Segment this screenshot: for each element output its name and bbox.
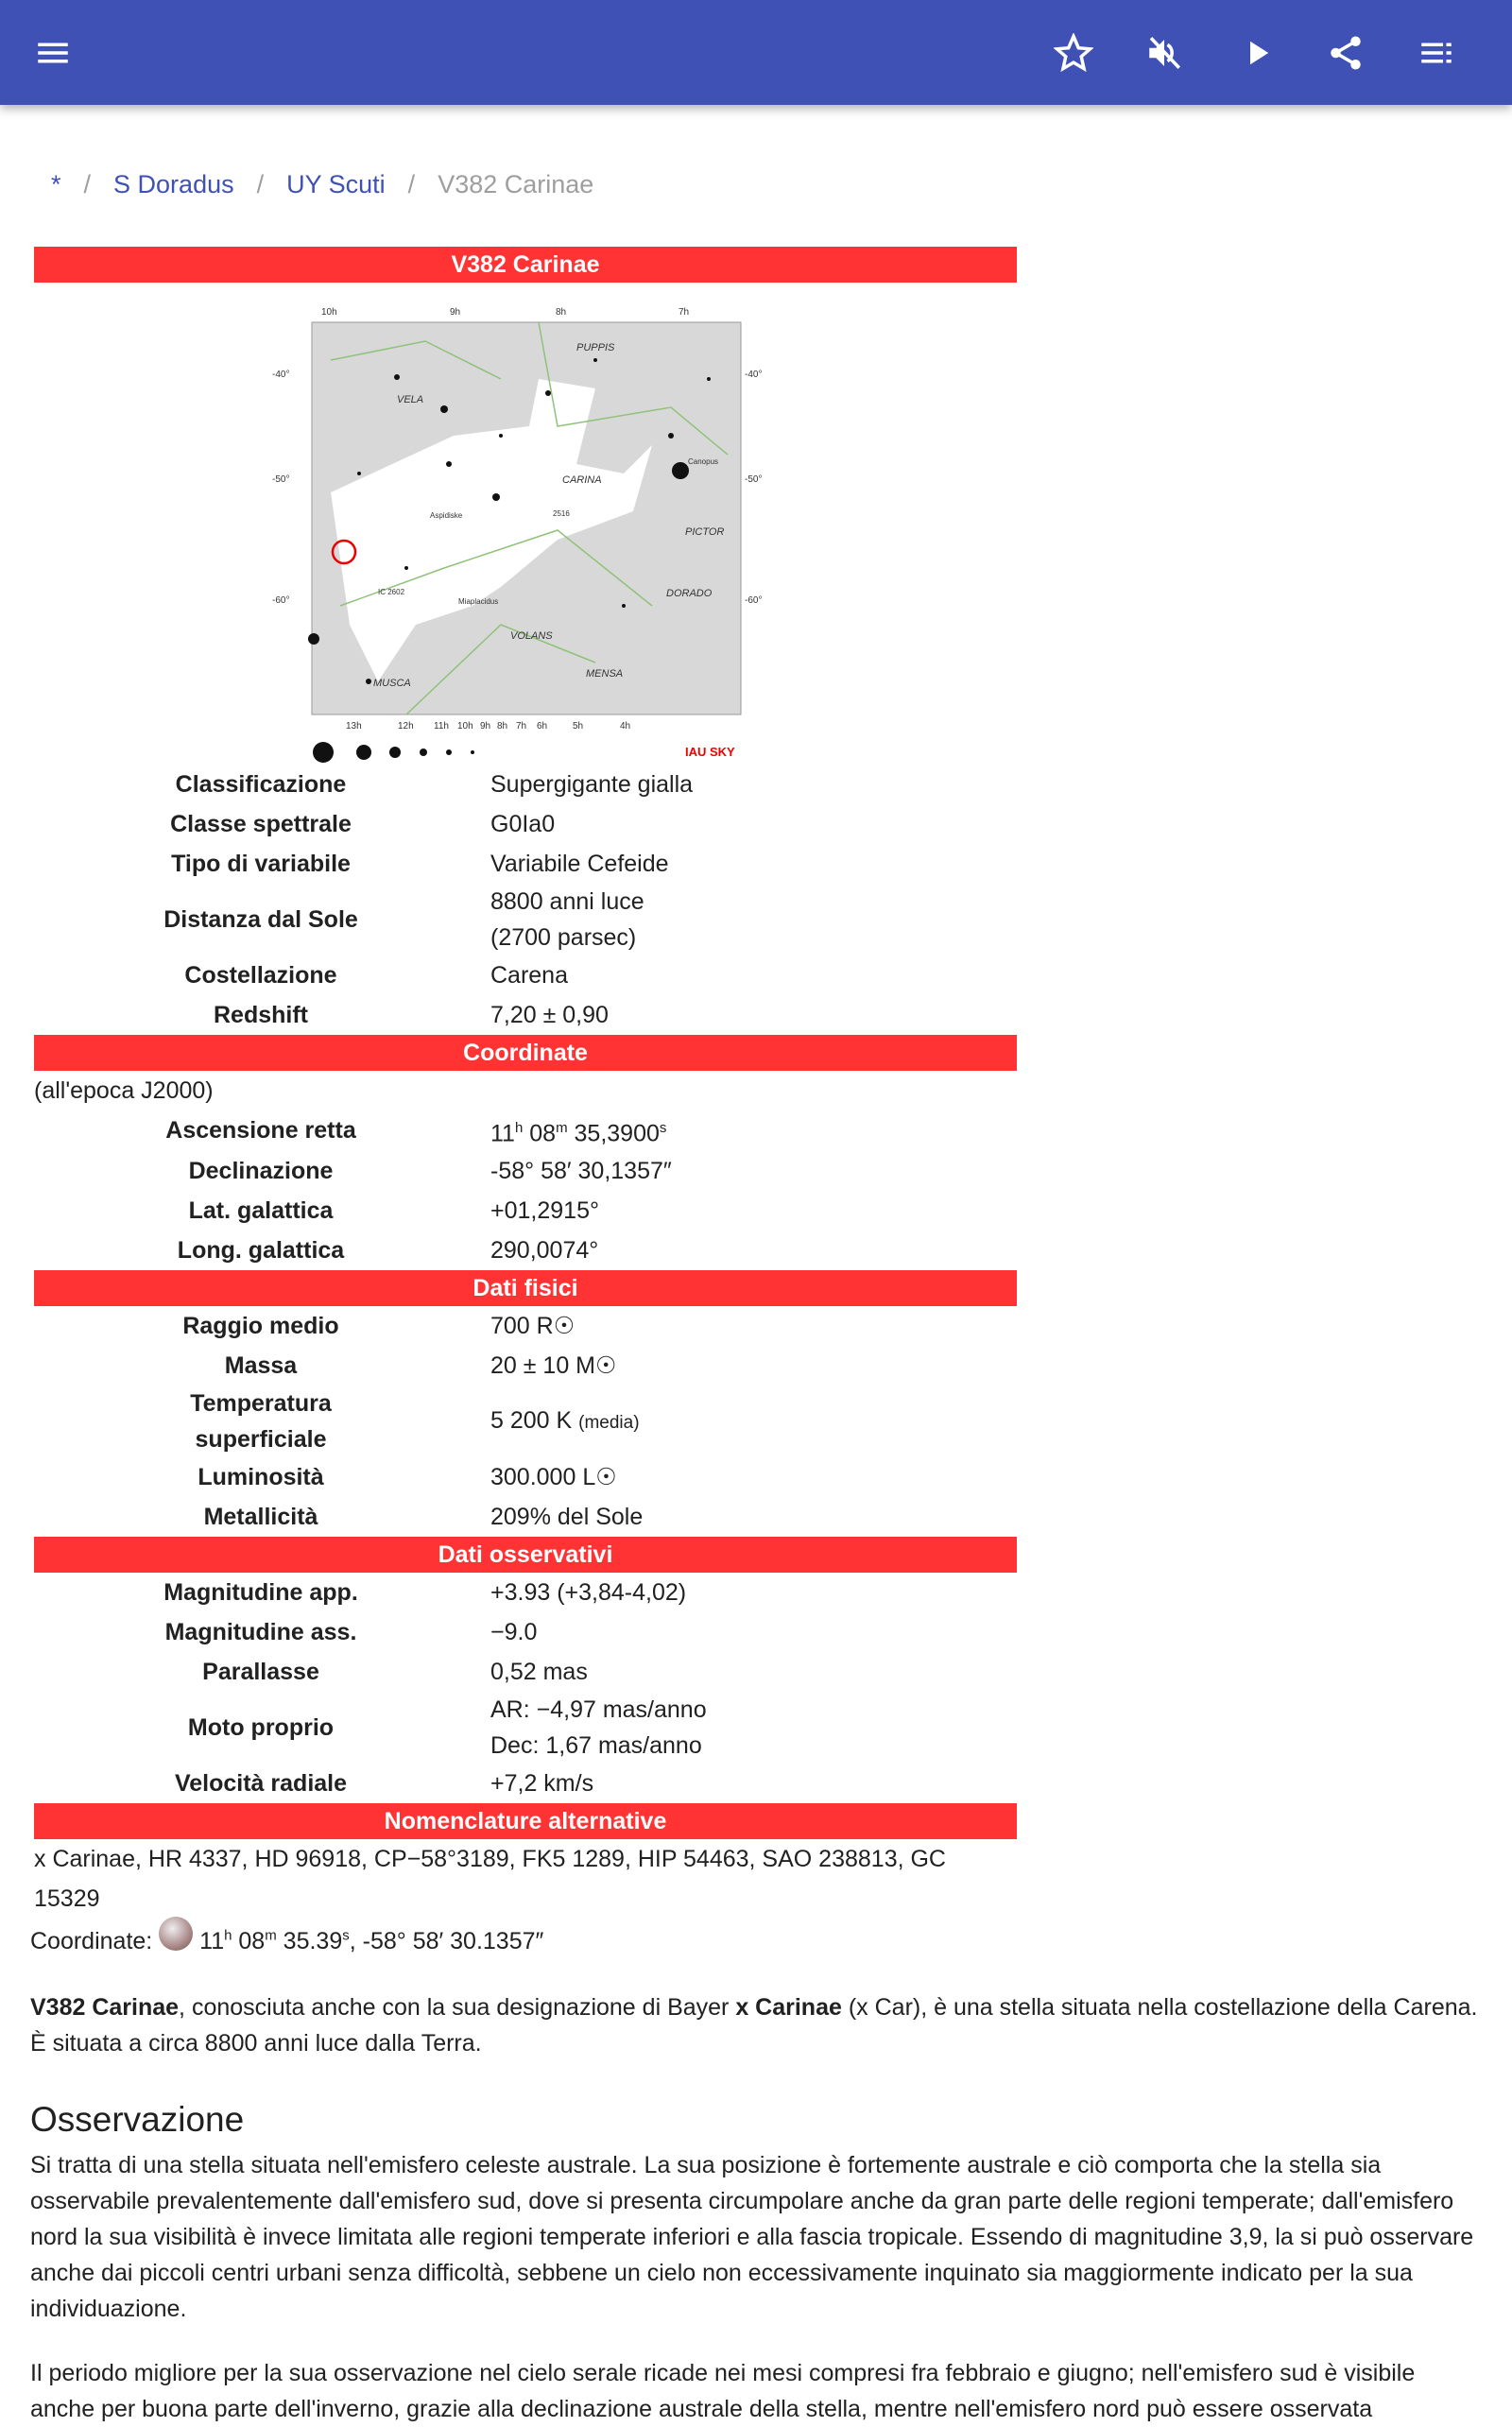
map-label: 2516 — [553, 509, 570, 518]
row-value: 20 ± 10 M☉ — [490, 1352, 617, 1380]
row-value: 7,20 ± 0,90 — [490, 1002, 609, 1028]
row-value: 5 200 K (media) — [490, 1406, 640, 1434]
row-value: +3.93 (+3,84-4,02) — [490, 1579, 687, 1607]
row-label: Moto proprio — [187, 1713, 335, 1741]
ra-tick: 9h — [480, 721, 491, 732]
coordinates-line — [30, 1917, 1486, 1959]
ra-tick: 5h — [573, 721, 584, 732]
alternative-names: x Carinae, HR 4337, HD 96918, CP−58°3189, FK5 1289, HIP 54463, SAO 238813, GC 15329 — [34, 1846, 946, 1913]
intro-paragraph: V382 Carinae, conosciuta anche con la sua designazione di Bayer x Carinae (x Car), è una stella situata nella costellazione della Carena. È situata a circa 8800 anni luce dalla Terra. — [30, 1994, 1478, 2057]
share-icon[interactable] — [1321, 28, 1370, 77]
menu-icon[interactable] — [28, 28, 77, 77]
row-label: Luminosità — [198, 1463, 324, 1490]
iau-sky-logo: IAU SKY — [685, 745, 735, 759]
coordinates-label: Coordinate: — [30, 1928, 153, 1954]
ra-tick: 13h — [346, 721, 362, 732]
row-value: -58° 58′ 30,1357″ — [490, 1158, 672, 1185]
row-value: +7,2 km/s — [490, 1770, 594, 1798]
ra-tick: 11h — [434, 721, 449, 732]
dec-tick: -50° — [745, 474, 763, 485]
dec-tick: -40° — [272, 370, 290, 380]
row-label: Parallasse — [202, 1658, 319, 1685]
row-value: Variabile Cefeide — [490, 851, 669, 877]
epoch-note: (all'epoca J2000) — [34, 1077, 214, 1104]
star-map[interactable] — [34, 283, 1017, 765]
row-value: 700 R☉ — [490, 1313, 576, 1340]
breadcrumb-link[interactable]: * — [51, 170, 61, 198]
ra-tick: 6h — [537, 721, 548, 732]
ra-tick: 12h — [398, 721, 414, 732]
ra-tick: 7h — [679, 307, 690, 318]
row-value: Dec: 1,67 mas/anno — [490, 1732, 702, 1760]
row-label: Metallicità — [203, 1503, 318, 1530]
row-label: Magnitudine app. — [163, 1578, 358, 1606]
ra-tick: 8h — [556, 307, 567, 318]
dec-tick: -60° — [745, 595, 763, 606]
section-header: Coordinate — [34, 1035, 1017, 1071]
volume-off-icon[interactable] — [1140, 28, 1189, 77]
playlist-icon[interactable] — [1412, 28, 1461, 77]
row-label: Magnitudine ass. — [164, 1618, 357, 1645]
section-paragraph: Si tratta di una stella situata nell'emisfero celeste australe. La sua posizione è fortemente australe e ciò comporta che la stella sia osservabile prevalentemente dall'emisfero sud, dove si presenta circumpolare anche da gran parte delle regioni temperate; dall'emisfero nord la sua visibilità è invece limitata alle regioni temperate inferiori e alla fascia tropicale. Essendo di magnitudine 3,9, la si può osservare anche dai piccoli centri urbani senza difficoltà, sebbene un cielo non eccessivamente inquinato sia maggiormente indicato per la sua individuazione. — [30, 2152, 1474, 2322]
row-label: Long. galattica — [177, 1236, 345, 1264]
row-value: 0,52 mas — [490, 1659, 588, 1686]
ra-tick: 10h — [457, 721, 473, 732]
breadcrumb-current: V382 Carinae — [438, 170, 594, 198]
breadcrumb-link[interactable]: S Doradus — [113, 170, 234, 198]
row-value: Supergigante gialla — [490, 771, 694, 798]
row-label: Costellazione — [184, 961, 337, 989]
dec-tick: -60° — [272, 595, 290, 606]
breadcrumb — [51, 170, 593, 199]
row-label: Lat. galattica — [188, 1196, 334, 1224]
map-label: Miaplacidus — [458, 597, 499, 606]
infobox — [34, 247, 1017, 1913]
row-value: 290,0074° — [490, 1237, 599, 1265]
breadcrumb-separator: / — [256, 170, 265, 198]
row-label: Raggio medio — [182, 1312, 339, 1339]
section-paragraph: Il periodo migliore per la sua osservazione nel cielo serale ricade nei mesi compresi fra febbraio e giugno; nell'emisfero sud è visibile anche per buona parte dell'inverno, grazie alla declinazione australe della stella, mentre nell'emisfero nord può essere osservata — [30, 2360, 1416, 2422]
row-value: Carena — [490, 962, 568, 989]
row-label: Massa — [224, 1351, 298, 1379]
play-icon[interactable] — [1232, 28, 1281, 77]
row-label: Redshift — [214, 1001, 308, 1028]
map-label: VOLANS — [510, 630, 553, 642]
map-label: PUPPIS — [576, 342, 615, 353]
row-value: −9.0 — [490, 1619, 538, 1646]
map-label: VELA — [397, 394, 424, 405]
globe-icon[interactable] — [159, 1917, 193, 1951]
row-label: Distanza dal Sole — [163, 905, 358, 933]
map-label: MUSCA — [373, 678, 411, 689]
map-label: CARINA — [562, 474, 602, 486]
map-label: PICTOR — [685, 526, 725, 538]
ra-tick: 8h — [497, 721, 508, 732]
map-label: MENSA — [586, 668, 624, 680]
ra-tick: 10h — [321, 307, 337, 318]
row-label: Ascensione retta — [165, 1117, 356, 1145]
row-value: 8800 anni luce — [490, 888, 644, 915]
map-label: IC 2602 — [378, 588, 405, 596]
row-value: 209% del Sole — [490, 1504, 644, 1531]
section-title: Osservazione — [30, 2100, 245, 2139]
section-header: Dati fisici — [34, 1270, 1017, 1306]
section-header: Nomenclature alternative — [34, 1803, 1017, 1839]
map-label: DORADO — [666, 588, 713, 599]
map-label: Canopus — [688, 457, 719, 466]
row-value: G0Ia0 — [490, 811, 556, 837]
row-value: +01,2915° — [490, 1197, 599, 1225]
breadcrumb-separator: / — [83, 170, 92, 198]
dec-tick: -50° — [272, 474, 290, 485]
row-value: 11$^h$ 08$^m$ 35,3900$^s$ — [490, 1120, 667, 1147]
coordinates-value[interactable]: 11$^h$ 08$^m$ 35.39$^s$, -58° 58′ 30.1357″ — [199, 1927, 544, 1954]
row-label: Classificazione — [175, 770, 347, 798]
general-section — [34, 765, 1017, 1035]
map-label: Aspidiske — [430, 511, 463, 520]
ra-tick: 7h — [516, 721, 527, 732]
ra-tick: 9h — [450, 307, 461, 318]
breadcrumb-link[interactable]: UY Scuti — [286, 170, 386, 198]
row-label: Temperatura superficiale — [190, 1390, 332, 1454]
row-label: Velocità radiale — [174, 1769, 348, 1797]
breadcrumb-separator: / — [407, 170, 416, 198]
row-label: Classe spettrale — [170, 810, 352, 837]
row-value: (2700 parsec) — [490, 924, 637, 951]
infobox-title: V382 Carinae — [34, 247, 1017, 283]
row-label: Tipo di variabile — [171, 850, 351, 877]
dec-tick: -40° — [745, 370, 763, 380]
row-value: AR: −4,97 mas/anno — [490, 1696, 707, 1724]
row-value: 300.000 L☉ — [490, 1464, 617, 1491]
row-label: Declinazione — [188, 1157, 334, 1184]
ra-tick: 4h — [620, 721, 631, 732]
section-header: Dati osservativi — [34, 1537, 1017, 1573]
app-bar — [0, 0, 1512, 105]
star-icon[interactable] — [1049, 28, 1098, 77]
